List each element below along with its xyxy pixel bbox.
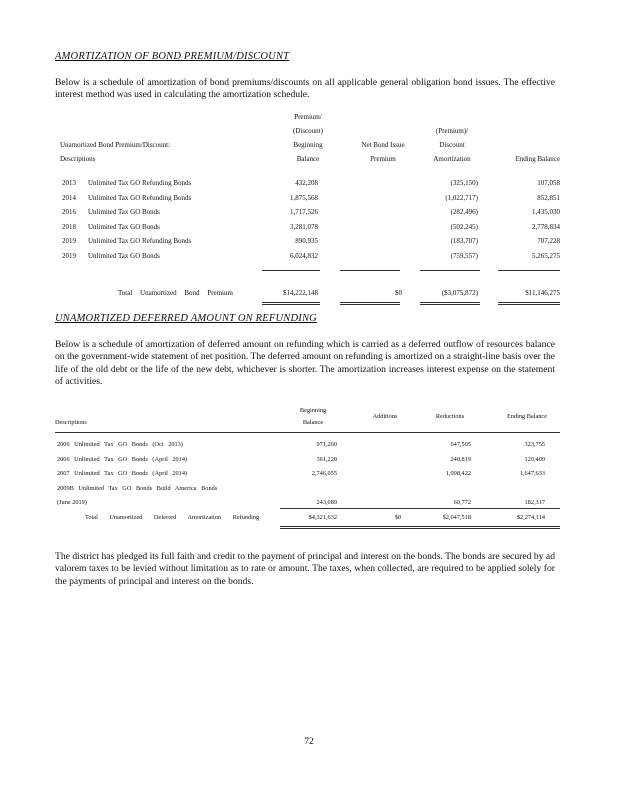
header-text: Beginning	[299, 407, 327, 414]
header-text: Beginning	[293, 141, 323, 149]
row-year: 2014	[62, 193, 76, 202]
row-ending-balance: 323,755	[524, 441, 545, 448]
row-reductions: 240,819	[450, 455, 471, 463]
table-row	[55, 467, 560, 482]
header-text: Discount	[439, 141, 465, 149]
row-beginning-balance: 1,717,526	[290, 208, 318, 217]
header-text: Amortization	[433, 155, 471, 163]
header-text: Additions	[372, 413, 398, 420]
row-description: 2007 Unlimited Tax GO Bonds (April 2014)	[57, 470, 188, 478]
subtotal-rule	[280, 508, 560, 509]
total-reductions: $2,047,518	[442, 514, 471, 521]
total-beginning-balance: $4,321,632	[308, 514, 337, 521]
row-description: Unlimited Tax GO Refunding Bonds	[88, 179, 192, 187]
header-text: Balance	[302, 419, 324, 426]
row-reductions: 1,098,422	[445, 470, 471, 478]
row-description: Unlimited Tax GO Bonds	[88, 222, 160, 231]
table-header	[55, 404, 560, 433]
row-beginning-balance: 890,935	[295, 237, 318, 246]
page-number: 72	[304, 737, 314, 747]
section-heading-deferred-refunding: UNAMORTIZED DEFERRED AMOUNT ON REFUNDING	[55, 313, 317, 324]
deferred-refunding-intro: Below is a schedule of amortization of deferred amount on refunding which is carried as a deferred outflow of resources balance on the government-wide statement of net position. The deferred amount on refunding is amortized on a straight-line basis over the life of the old debt or the life of the new debt, whichever is shorter. The amortization increases interest expense on the statement of activities.	[55, 339, 555, 387]
row-beginning-balance: 971,260	[316, 441, 337, 448]
total-double-rule	[420, 302, 480, 305]
total-row	[60, 286, 560, 301]
header-text: Balance	[296, 155, 320, 163]
header-text: (Discount)	[293, 127, 323, 135]
row-beginning-balance: 1,875,568	[290, 193, 318, 202]
row-reductions: 647,505	[450, 441, 471, 448]
header-text: Premium/	[294, 113, 322, 121]
table-header	[60, 112, 560, 166]
row-reductions: 60,772	[453, 499, 471, 507]
total-net-premium: $0	[395, 289, 402, 297]
row-ending-balance: 852,851	[537, 193, 560, 202]
row-year: 2019	[62, 251, 76, 260]
row-year: 2016	[62, 208, 76, 217]
row-year: 2019	[62, 237, 76, 246]
header-text: Descriptions	[55, 419, 87, 426]
row-ending-balance: 107,058	[537, 179, 560, 187]
premium-discount-table	[60, 112, 560, 264]
total-row	[55, 511, 560, 526]
row-description: Unlimited Tax GO Bonds	[88, 251, 160, 260]
row-ending-balance: 707,228	[537, 237, 560, 246]
total-additions: $0	[394, 514, 401, 521]
deferred-refunding-total	[55, 511, 560, 526]
table-row	[55, 453, 560, 468]
table-row	[60, 220, 560, 235]
total-label: Total Unamortized Bond Premium	[118, 289, 233, 297]
row-ending-balance: 120,409	[524, 455, 545, 463]
row-description: 2009B Unlimited Tax GO Bonds Build America Bonds	[57, 484, 218, 492]
row-ending-balance: 1,647,633	[519, 470, 545, 478]
table-row	[55, 482, 560, 497]
row-beginning-balance: 6,024,832	[290, 251, 318, 260]
row-ending-balance: 5,265,275	[532, 251, 560, 260]
total-double-rule	[280, 526, 560, 529]
row-description: Unlimited Tax GO Refunding Bonds	[88, 237, 192, 246]
row-description: 2006 Unlimited Tax GO Bonds (Oct 2013)	[57, 441, 183, 448]
header-text: Ending Balance	[506, 413, 547, 420]
row-description: Unlimited Tax GO Refunding Bonds	[88, 193, 192, 202]
row-amortization: (1,022,717)	[445, 193, 478, 202]
row-description: (June 2019)	[57, 499, 87, 507]
total-amortization: ($3,075,872)	[441, 289, 478, 297]
header-text: Descriptions	[60, 155, 96, 163]
row-description: 2006 Unlimited Tax GO Bonds (April 2014)	[57, 455, 188, 463]
row-ending-balance: 182,317	[524, 499, 545, 507]
closing-paragraph: The district has pledged its full faith and credit to the payment of principal and interest on the bonds. The bonds are secured by ad valorem taxes to be levied without limitation as to rate or amount. The taxes, when collected, are required to be applied solely for the payments of principal and interest on the bonds.	[55, 551, 555, 587]
subtotal-rule	[498, 270, 560, 271]
total-double-rule	[498, 302, 560, 305]
header-text: Premium	[370, 155, 396, 163]
header-text: Unamortized Bond Premium/Discount:	[60, 141, 171, 149]
amortization-intro: Below is a schedule of amortization of bond premiums/discounts on all applicable general obligation bond issues. The effective interest method was used in calculating the amortization schedule.	[55, 77, 555, 101]
row-ending-balance: 2,778,834	[532, 222, 560, 231]
header-text: Net Bond Issue	[361, 141, 405, 149]
total-beginning-balance: $14,222,148	[283, 289, 318, 297]
table-row	[60, 249, 560, 264]
row-beginning-balance: 2,746,055	[311, 470, 337, 478]
row-amortization: (759,557)	[450, 251, 478, 260]
total-label: Total Unamortized Deferred Amortization Refunding	[85, 514, 260, 521]
header-text: Reductions	[435, 413, 465, 420]
row-amortization: (282,496)	[450, 208, 478, 217]
table-row	[60, 234, 560, 249]
section-heading-amortization: AMORTIZATION OF BOND PREMIUM/DISCOUNT	[55, 51, 290, 62]
row-amortization: (325,150)	[450, 179, 478, 187]
premium-discount-total	[60, 286, 560, 301]
total-ending-balance: $11,146,275	[525, 289, 560, 297]
row-year: 2018	[62, 222, 76, 231]
total-ending-balance: $2,274,114	[516, 514, 545, 521]
row-beginning-balance: 361,228	[316, 455, 337, 463]
row-beginning-balance: 3,281,078	[290, 222, 318, 231]
row-amortization: (502,245)	[450, 222, 478, 231]
subtotal-rule	[262, 270, 320, 271]
row-description: Unlimited Tax GO Bonds	[88, 208, 160, 217]
deferred-refunding-table	[55, 404, 560, 511]
row-beginning-balance: 432,208	[295, 179, 318, 187]
total-double-rule	[340, 302, 400, 305]
row-year: 2013	[62, 179, 76, 187]
subtotal-rule	[420, 270, 480, 271]
subtotal-rule	[340, 270, 400, 271]
row-amortization: (183,707)	[450, 237, 478, 246]
row-ending-balance: 1,435,030	[532, 208, 560, 217]
table-row	[60, 176, 560, 191]
table-row	[60, 205, 560, 220]
header-text: (Premium)/	[435, 127, 469, 135]
table-row	[60, 191, 560, 206]
row-beginning-balance: 243,089	[316, 499, 337, 507]
header-text: Ending Balance	[515, 155, 560, 163]
total-double-rule	[262, 302, 320, 305]
table-row	[55, 438, 560, 453]
